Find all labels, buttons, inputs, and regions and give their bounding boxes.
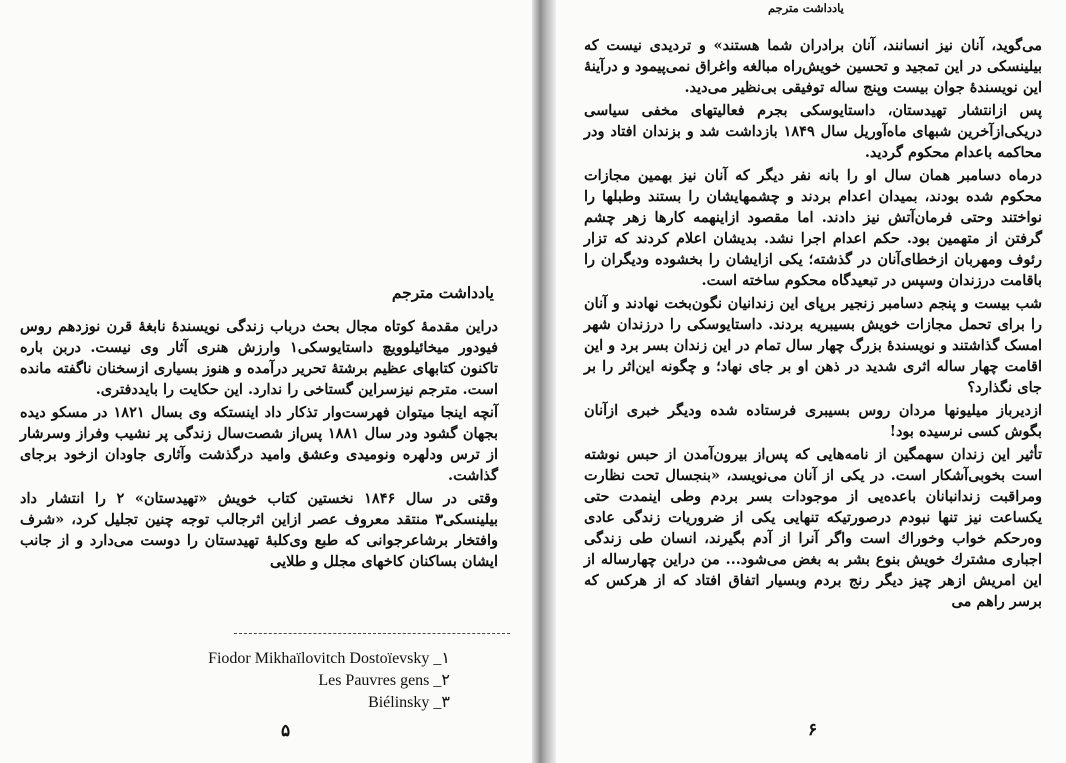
left-page: [0, 0, 532, 763]
left-page-number: ۵: [281, 721, 291, 741]
left-paragraph-3: وقتی در سال ۱۸۴۶ نخستین کتاب خویش «تهیدستان» ۲ را انتشار داد بیلینسکی۳ منتقد معروف عصر ازاین اثرجالب توجه چنین تجلیل کرد، «شرف وافتخار برشاعرجوانی که طبع وی‌کلبهٔ تهیدستان را دوست می‌دارد و از جانب ایشان بساکنان کاخهای مجلل و طلایی: [20, 490, 498, 570]
footnote-3: Biélinsky _۳: [368, 694, 450, 711]
right-paragraph-4: شب بیست و پنجم دسامبر زنجیر برپای این زندانیان نگون‌بخت نهادند و آنان را برای تحمل مجازات خویش بسیبریه بردند. داستایوسکی را درزندان شهر امسک گذاشتند و نویسندهٔ بزرگ چهار سال تمام در این زندان بسر برد و این اقامت چهار ساله اثری شدید در ذهن او بر جای نهاد؛ و چگونه این‌اثر را بر جای نگذارد؟: [584, 295, 1042, 396]
right-paragraph-5: ازدیرباز میلیونها مردان روس بسیبری فرستاده شده ودیگر خبری ازآنان بگوش کسی نرسیده بود!: [584, 402, 1042, 440]
right-page: [556, 0, 1066, 763]
right-paragraph-2: پس ازانتشار تهیدستان، داستایوسکی بجرم فعالیتهای مخفی سیاسی دریکی‌ازآخرین شبهای ماه‌آوریل سال ۱۸۴۹ بازداشت شد و بزندان افتاد ودر محاکمه باعدام محکوم گردید.: [584, 102, 1042, 161]
book-gutter: [532, 0, 556, 763]
left-paragraph-1: دراین مقدمهٔ کوتاه مجال بحث درباب زندگی نویسندهٔ نابغهٔ قرن نوزدهم روس فیودور میخائیلوویچ داستایوسکی۱ وارزش هنری آثار وی نیست. دربن باره تاکنون کتابهای عظیم برشتهٔ تحریر درآمده و هنوز بسیاری ازسخنان ناگفته مانده است. مترجم نیزسراین گستاخی را ندارد. این حکایت را بایددفتری.: [20, 318, 499, 398]
right-page-body: [584, 35, 1042, 612]
right-running-head: یادداشت مترجم: [768, 1, 844, 15]
right-paragraph-6: تأثیر این زندان سهمگین از نامه‌هایی که پس‌از بیرون‌آمدن از حبس نوشته است بخوبی‌آشکار است. در یکی از آنان می‌نویسد، «بنجسال تحت نظارت ومراقبت زندانبانان باعده‌یی از موجودات بسر بردم وطی اینمدت حتی یکساعت نیز تنها نبودم درصورتیکه تنهایی یکی از ضروریات زندگی عادی وه‌رحکم خواب وخوراك است واگر آنرا از آدم بگیرند، انسان طی زندگی اجباری مشترك خویش بنوع بشر به بغض می‌شود... من دراین چهارساله از این امریش ازهر چیز دیگر رنج بردم وبسیار اتفاق افتاد که از هرکس که برسر راهم می‌: [584, 446, 1042, 610]
footnotes: [120, 648, 450, 714]
left-page-body: [20, 316, 498, 572]
right-paragraph-1: می‌گوید، آنان نیز انسانند، آنان برادران شما هستند» و تردیدی نیست که بیلینسکی در این تمجید و تحسین خویش‌راه مبالغه واغراق نمی‌پیمود و درآینهٔ این نویسندهٔ جوان بیست وپنج ساله توفیقی بی‌نظیر می‌دید.: [584, 37, 1042, 96]
left-paragraph-2: آنچه اینجا میتوان فهرست‌وار تذکار داد اینستکه وی بسال ۱۸۲۱ در مسکو دیده بجهان گشود ودر سال ۱۸۸۱ پس‌از شصت‌سال زندگی پر نشیب وفراز وسرشار از ترس ودلهره ونومیدی وعشق وامید درگذشت وآثاری جاودان ازخود برجای گذاشت.: [20, 404, 498, 484]
footnote-divider: [234, 633, 510, 634]
footnote-1: Fiodor Mikhaïlovitch Dostoïevsky _۱: [208, 650, 450, 667]
footnote-2: Les Pauvres gens _۲: [318, 672, 450, 689]
right-paragraph-3: درماه دسامبر همان سال او را بانه نفر دیگر که آنان نیز بهمین مجازات محکوم شده بودند، بمیدان اعدام بردند و چشمهایشان را بستند وطبلها را نواختند وحتی فرمان‌آتش نیز دادند. اما مقصود ازاینهمه کارها زهر چشم گرفتن از متهمین بود. حکم اعدام اجرا نشد. بدیشان اعلام کردند که تزار رئوف ومهربان ازخطای‌آنان در گذشته؛ یکی ازایشان را بخشوده ودیگران را باقامت درزندان وسپس در تبعیدگاه محکوم ساخته است.: [584, 167, 1042, 289]
left-page-heading: یادداشت مترجم: [391, 283, 494, 302]
right-page-number: ۶: [808, 720, 818, 740]
